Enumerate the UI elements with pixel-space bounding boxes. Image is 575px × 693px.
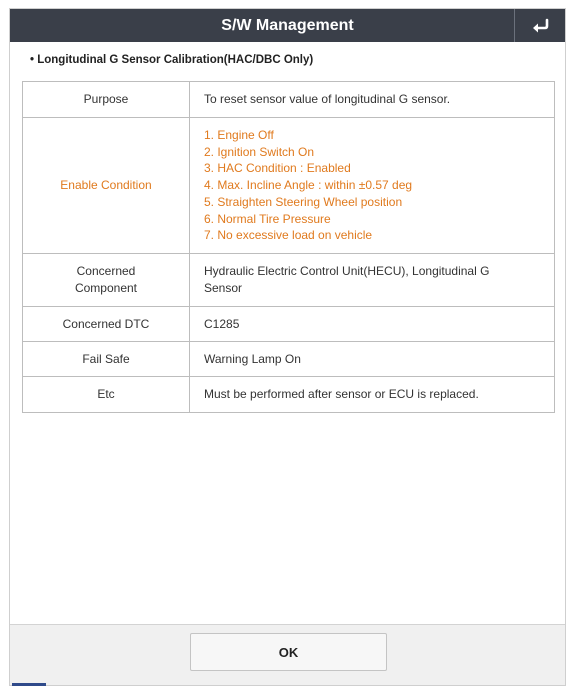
row-label: Fail Safe	[23, 342, 190, 377]
row-value: C1285	[190, 307, 555, 342]
row-value: Must be performed after sensor or ECU is replaced.	[190, 377, 555, 413]
row-label-line: Component	[74, 281, 138, 295]
row-label-line: Concerned	[76, 264, 136, 278]
row-label: Purpose	[23, 82, 190, 118]
list-item: 2. Ignition Switch On	[204, 144, 315, 159]
row-label	[23, 254, 190, 307]
row-value: Warning Lamp On	[190, 342, 555, 377]
ok-button[interactable]: OK	[190, 633, 387, 671]
table-row	[23, 254, 555, 307]
row-value: To reset sensor value of longitudinal G sensor.	[190, 82, 555, 118]
calibration-info-table	[22, 81, 555, 413]
row-label: Enable Condition	[23, 118, 190, 254]
corner-accent	[12, 683, 46, 686]
table-row	[23, 82, 555, 118]
list-item: 3. HAC Condition : Enabled	[204, 161, 351, 176]
list-item: 5. Straighten Steering Wheel position	[204, 194, 403, 209]
list-item: 7. No excessive load on vehicle	[204, 228, 373, 243]
window-title: S/W Management	[221, 16, 354, 34]
back-button[interactable]	[514, 9, 565, 42]
list-item: 4. Max. Incline Angle : within ±0.57 deg	[204, 178, 413, 193]
table-row	[23, 377, 555, 413]
title-bar	[10, 9, 565, 42]
sw-management-window	[9, 8, 566, 686]
row-value-line: Sensor	[204, 281, 243, 295]
dialog-footer	[10, 624, 565, 685]
enable-condition-list	[204, 127, 540, 244]
table-row	[23, 118, 555, 254]
section-title: • Longitudinal G Sensor Calibration(HAC/DBC Only)	[30, 54, 314, 66]
table-row	[23, 307, 555, 342]
row-label: Etc	[23, 377, 190, 413]
return-arrow-icon	[530, 18, 550, 34]
row-value	[190, 254, 555, 307]
row-value-line: Hydraulic Electric Control Unit(HECU), Longitudinal G	[204, 264, 490, 278]
list-item: 1. Engine Off	[204, 128, 274, 143]
row-label: Concerned DTC	[23, 307, 190, 342]
table-row	[23, 342, 555, 377]
list-item: 6. Normal Tire Pressure	[204, 211, 331, 226]
row-value	[190, 118, 555, 254]
